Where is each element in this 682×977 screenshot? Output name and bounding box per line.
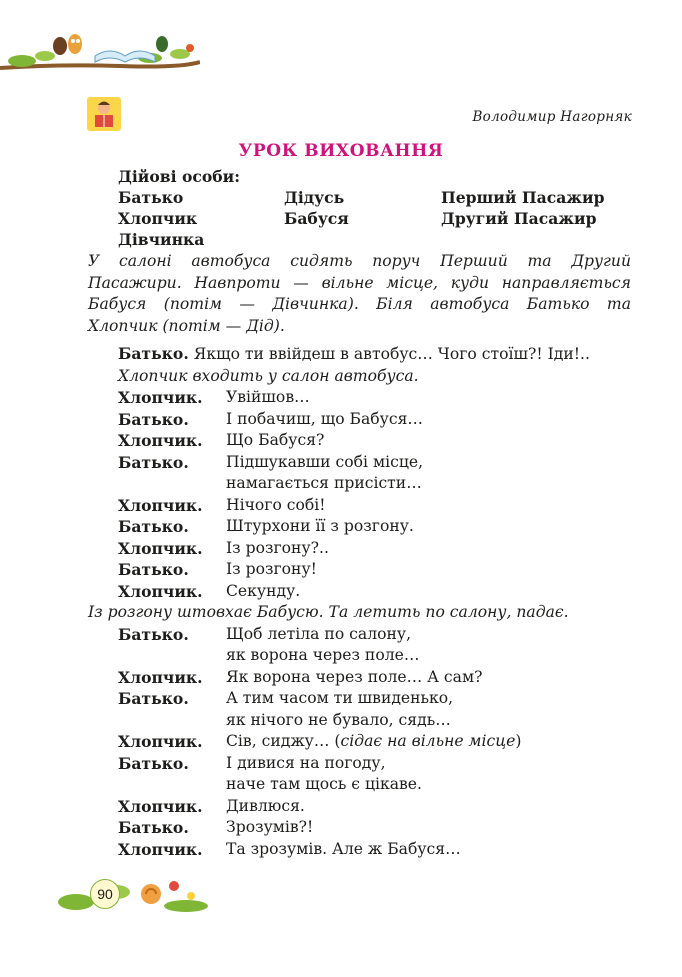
reading-child-icon — [86, 96, 122, 132]
cast-character: Хлопчик — [118, 209, 198, 228]
line-text: як ворона через поле… — [226, 646, 420, 664]
dialogue-row — [118, 387, 638, 409]
dialogue-row — [118, 473, 638, 495]
speaker: Хлопчик. — [118, 796, 203, 816]
stage-direction-line: Пасажири. Навпроти — вільне місце, куди направляється — [88, 273, 631, 292]
stage-direction — [88, 251, 631, 337]
stage-direction-line: Бабуся (потім — Дівчинка). Біля автобуса Батько та — [88, 295, 631, 313]
dialogue-row — [118, 753, 638, 775]
speaker: Хлопчик. — [118, 431, 203, 450]
cast-character: Дідусь — [284, 188, 345, 207]
speaker: Батько. — [118, 517, 189, 536]
dialogue-row — [118, 559, 638, 581]
cast-heading: Дійові особи: — [118, 167, 240, 186]
stage-direction-line: У салоні автобуса сидять поруч Перший та Другий — [88, 252, 631, 270]
line-text: Підшукавши собі місце, — [226, 452, 424, 471]
speaker: Хлопчик. — [118, 538, 203, 558]
dialogue-row — [118, 409, 638, 431]
line-text-part: Сів, сиджу… ( — [226, 732, 341, 750]
line-text: Якщо ти ввійдеш в автобус… Чого стоїш?! Іди!.. — [193, 345, 590, 363]
flowers-and-snail-icon — [56, 862, 216, 922]
dialogue-row — [118, 452, 638, 474]
line-text: Зрозумів?! — [226, 818, 314, 836]
dialogue-row — [118, 495, 638, 517]
dialogue-row — [118, 624, 638, 646]
cast-character: Дівчинка — [118, 230, 205, 249]
dialogue-row — [118, 645, 638, 667]
dialogue-block — [118, 387, 638, 602]
speaker: Батько. — [118, 689, 189, 708]
speaker: Батько. — [118, 818, 189, 837]
cast-character: Бабуся — [284, 209, 349, 228]
speaker: Хлопчик. — [118, 732, 203, 751]
dialogue-row — [118, 667, 638, 689]
inline-remark: сідає на вільне місце — [340, 732, 516, 750]
cast-character: Другий Пасажир — [441, 209, 597, 228]
line-text: Щоб летіла по салону, — [226, 624, 412, 643]
dialogue-row — [118, 817, 638, 839]
page-number: 90 — [90, 879, 120, 909]
line-text: Та зрозумів. Але ж Бабуся… — [226, 839, 461, 858]
branch-with-owls-and-book-icon — [0, 28, 200, 88]
cast-character: Перший Пасажир — [441, 188, 605, 207]
speaker: Хлопчик. — [118, 388, 203, 407]
dialogue-row — [118, 710, 638, 732]
dialogue-row — [118, 774, 638, 796]
dialogue-row — [118, 688, 638, 710]
dialogue-row — [118, 839, 638, 861]
dialogue — [88, 343, 638, 860]
line-text: наче там щось є цікаве. — [226, 775, 422, 793]
speaker: Батько. — [118, 344, 189, 363]
line-text: Дивлюся. — [226, 796, 305, 815]
line-text: Із розгону! — [226, 560, 317, 578]
speaker: Батько. — [118, 452, 189, 472]
line-text-part: ) — [515, 732, 522, 750]
speaker — [118, 473, 226, 495]
speaker: Батько. — [118, 560, 189, 579]
speaker — [118, 710, 226, 732]
speaker: Хлопчик. — [118, 667, 203, 687]
dialogue-row — [118, 581, 638, 603]
line-text: Як ворона через поле… А сам? — [226, 667, 483, 686]
line-text — [226, 731, 521, 753]
speaker: Хлопчик. — [118, 495, 203, 515]
speaker: Хлопчик. — [118, 581, 203, 601]
page-title: УРОК ВИХОВАННЯ — [238, 141, 444, 161]
line-text: Нічого собі! — [226, 495, 326, 514]
line-text: Із розгону?.. — [226, 538, 329, 557]
dialogue-row — [118, 796, 638, 818]
line-text: Штурхони її з розгону. — [226, 517, 414, 535]
opening-line — [118, 343, 638, 366]
cast-character: Батько — [118, 188, 184, 207]
speaker: Батько. — [118, 753, 189, 773]
dialogue-row — [118, 538, 638, 560]
line-text: А тим часом ти швиденько, — [226, 689, 454, 707]
stage-remark: Із розгону штовхає Бабусю. Та летить по салону, падає. — [88, 603, 569, 621]
line-text: Секунду. — [226, 581, 301, 600]
line-text: І дивися на погоду, — [226, 753, 386, 772]
line-text: намагається присісти… — [226, 474, 422, 492]
stage-remark: Хлопчик входить у салон автобуса. — [118, 366, 419, 385]
line-text: Що Бабуся? — [226, 431, 325, 449]
author-name: Володимир Нагорняк — [472, 109, 632, 125]
line-text: Увійшов… — [226, 388, 310, 406]
line-text: І побачиш, що Бабуся… — [226, 409, 424, 428]
stage-direction-line: Хлопчик (потім — Дід). — [88, 316, 285, 335]
speaker: Батько. — [118, 624, 189, 644]
speaker: Хлопчик. — [118, 839, 203, 859]
dialogue-block — [118, 753, 638, 861]
dialogue-row — [118, 516, 638, 538]
dialogue-row — [118, 430, 638, 452]
speaker — [118, 774, 226, 796]
line-text: як нічого не бувало, сядь… — [226, 710, 451, 729]
dialogue-block — [118, 624, 638, 732]
speaker: Батько. — [118, 409, 189, 429]
speaker — [118, 645, 226, 667]
dialogue-row — [118, 731, 638, 753]
